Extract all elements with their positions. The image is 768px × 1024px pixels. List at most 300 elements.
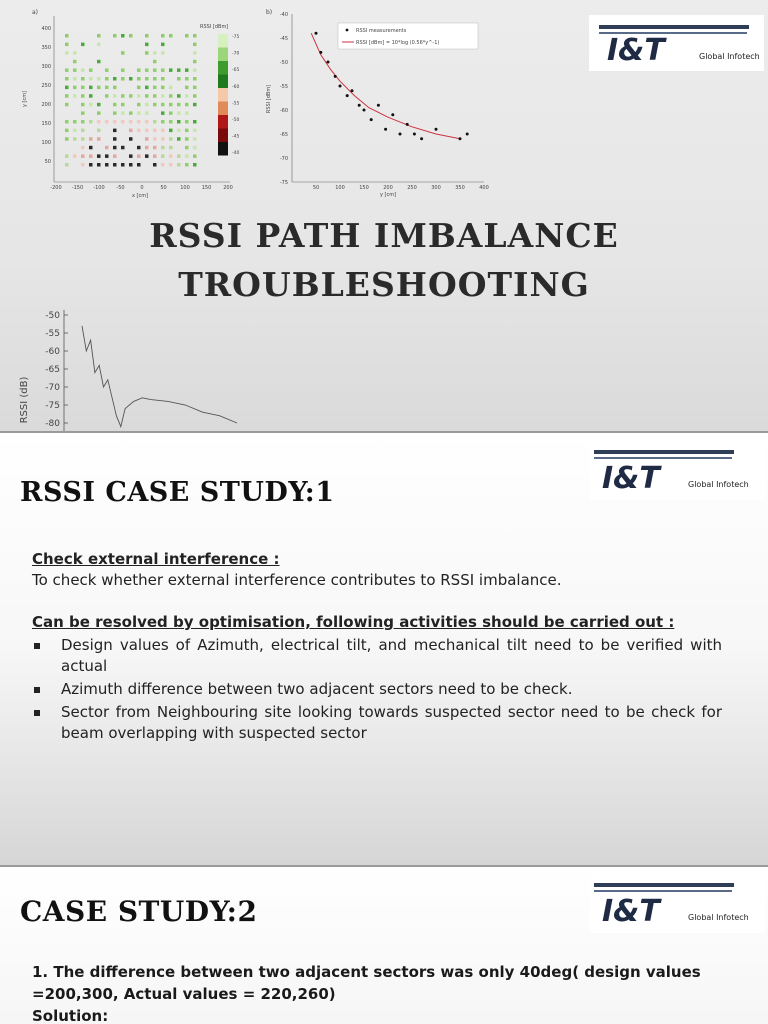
heatmap-cell <box>105 68 109 72</box>
heatmap-cell <box>105 120 109 124</box>
data-point <box>420 137 423 140</box>
solution-label: Solution: <box>32 1007 109 1024</box>
chart-b-legend <box>338 23 478 49</box>
heatmap-cell <box>121 120 125 124</box>
y-tick-label: -55 <box>279 84 288 90</box>
heatmap-cell <box>169 163 173 167</box>
heatmap-cell <box>65 163 69 167</box>
heatmap-cell <box>81 86 85 90</box>
heatmap-cell <box>129 120 133 124</box>
x-tick-label: 50 <box>160 185 167 191</box>
heatmap-cell <box>73 60 77 64</box>
heatmap-cell <box>113 34 117 38</box>
data-point <box>334 75 337 78</box>
heatmap-cell <box>193 163 197 167</box>
x-tick-label: 200 <box>223 185 233 191</box>
y-tick-label: -70 <box>45 383 60 393</box>
heatmap-cell <box>193 154 197 158</box>
data-point <box>384 128 387 131</box>
data-point <box>466 133 469 136</box>
heatmap-cell <box>137 154 141 158</box>
slide-3 <box>0 867 768 1024</box>
heatmap-cell <box>121 94 125 98</box>
heatmap-cell <box>129 163 133 167</box>
heatmap-cell <box>153 77 157 81</box>
heatmap-cell <box>81 137 85 141</box>
y-tick-label: -70 <box>279 156 288 162</box>
y-tick-label: -60 <box>279 108 288 114</box>
heatmap-cell <box>169 103 173 107</box>
heatmap-cell <box>65 154 69 158</box>
slide-3-heading: CASE STUDY:2 <box>20 895 258 928</box>
data-point <box>351 89 354 92</box>
heatmap-cell <box>89 68 93 72</box>
heatmap-cell <box>185 103 189 107</box>
heatmap-cell <box>193 120 197 124</box>
data-point <box>327 61 330 64</box>
heatmap-cell <box>89 146 93 150</box>
heatmap-cell <box>121 111 125 115</box>
heatmap-cell <box>97 43 101 47</box>
heatmap-cell <box>81 103 85 107</box>
heatmap-cell <box>89 86 93 90</box>
heatmap-cell <box>145 103 149 107</box>
company-logo <box>589 15 764 71</box>
heatmap-cell <box>97 77 101 81</box>
legend-fit: RSSI [dBm] = 10*log (0.56*y^-1) <box>356 40 440 46</box>
x-tick-label: 0 <box>140 185 144 191</box>
heatmap-cell <box>81 77 85 81</box>
data-point <box>459 137 462 140</box>
heatmap-cell <box>129 129 133 133</box>
x-tick-label: -200 <box>50 185 62 191</box>
list-item-text: Design values of Azimuth, electrical tilt, and mechanical tilt need to be verified with actual <box>61 636 722 675</box>
heatmap-cell <box>121 146 125 150</box>
heatmap-cell <box>161 68 165 72</box>
heatmap-cell <box>193 68 197 72</box>
x-tick-label: -150 <box>71 185 84 191</box>
heatmap-cell <box>121 68 125 72</box>
y-tick-label: -55 <box>45 329 60 339</box>
heatmap-cell <box>73 94 77 98</box>
heatmap-cell <box>137 86 141 90</box>
heatmap-cell <box>65 77 69 81</box>
heatmap-cell <box>113 129 117 133</box>
heatmap-cell <box>185 86 189 90</box>
x-tick-label: 100 <box>335 185 345 191</box>
heatmap-cell <box>137 111 141 115</box>
data-point <box>399 133 402 136</box>
scale-label: -70 <box>232 51 240 57</box>
list-item <box>32 635 722 677</box>
scale-swatch <box>218 75 228 89</box>
heatmap-cell <box>161 146 165 150</box>
heatmap-cell <box>161 86 165 90</box>
heatmap-cell <box>185 94 189 98</box>
scale-swatch <box>218 115 228 129</box>
heatmap-cell <box>97 111 101 115</box>
heatmap-cell <box>153 154 157 158</box>
heatmap-cell <box>129 154 133 158</box>
list-item <box>32 679 722 700</box>
slide-3-body <box>32 961 732 1024</box>
chart-b-xlabel: y [cm] <box>379 192 397 198</box>
heatmap-cell <box>177 154 181 158</box>
heatmap-cell <box>113 86 117 90</box>
heatmap-cell <box>153 94 157 98</box>
data-point <box>370 118 373 121</box>
heatmap-cell <box>113 137 117 141</box>
heatmap-cell <box>161 111 165 115</box>
heatmap-cell <box>81 43 85 47</box>
case-point-1: 1. The difference between two adjacent sectors was only 40deg( design values =200,300, Actual values = 220,260) <box>32 963 701 1003</box>
heatmap-cell <box>153 86 157 90</box>
x-tick-label: 350 <box>455 185 465 191</box>
y-tick-label: 200 <box>41 102 51 108</box>
x-tick-label: 50 <box>312 185 320 191</box>
heatmap-cell <box>145 120 149 124</box>
scale-swatch <box>218 61 228 75</box>
heatmap-cell <box>81 111 85 115</box>
heatmap-cell <box>169 68 173 72</box>
y-tick-label: 350 <box>41 45 51 51</box>
scale-swatch <box>218 129 228 143</box>
scale-label: -55 <box>232 101 240 107</box>
data-point <box>315 32 318 35</box>
scale-label: -65 <box>232 68 240 74</box>
heatmap-cell <box>81 154 85 158</box>
logo-subtitle: Global Infotech <box>699 52 760 61</box>
data-point <box>339 85 342 88</box>
scale-label: -50 <box>232 118 240 123</box>
heatmap-cell <box>185 146 189 150</box>
y-tick-label: -75 <box>45 401 60 411</box>
heatmap-cell <box>65 68 69 72</box>
heatmap-cell <box>177 120 181 124</box>
rssi-trace <box>82 326 237 427</box>
heatmap-cell <box>161 120 165 124</box>
heatmap-cell <box>161 103 165 107</box>
list-item-text: Sector from Neighbouring site looking towards suspected sector need to be check for beam overlapping with suspected sector <box>61 703 722 742</box>
heatmap-cell <box>89 163 93 167</box>
logo-subtitle: Global Infotech <box>688 480 749 489</box>
y-tick-label: -60 <box>45 347 60 357</box>
heatmap-cell <box>177 111 181 115</box>
heatmap-cell <box>161 154 165 158</box>
heatmap-cell <box>145 129 149 133</box>
heatmap-cell <box>113 163 117 167</box>
heatmap-cell <box>145 68 149 72</box>
data-point <box>358 104 361 107</box>
data-point <box>391 113 394 116</box>
heatmap-cell <box>65 129 69 133</box>
rssi-heatmap-chart <box>20 4 245 199</box>
heatmap-cell <box>105 163 109 167</box>
heatmap-cell <box>193 60 197 64</box>
heatmap-cell <box>145 86 149 90</box>
heatmap-cell <box>97 120 101 124</box>
y-tick-label: -65 <box>279 132 288 138</box>
heatmap-cell <box>105 94 109 98</box>
heatmap-cell <box>65 94 69 98</box>
y-tick-label: 400 <box>41 26 51 32</box>
heatmap-cell <box>193 146 197 150</box>
heatmap-cell <box>185 137 189 141</box>
heatmap-cell <box>137 146 141 150</box>
heatmap-cell <box>153 137 157 141</box>
x-tick-label: 400 <box>479 185 489 191</box>
scale-swatch <box>218 102 228 116</box>
heatmap-cell <box>97 103 101 107</box>
heatmap-cell <box>169 94 173 98</box>
heatmap-cell <box>97 154 101 158</box>
heatmap-cell <box>169 137 173 141</box>
heatmap-cells <box>65 34 197 167</box>
heatmap-cell <box>105 146 109 150</box>
y-tick-label: 150 <box>41 121 51 127</box>
heatmap-cell <box>65 51 69 55</box>
data-point <box>363 109 366 112</box>
heatmap-cell <box>113 120 117 124</box>
chart-a-panel-label: a) <box>32 9 39 16</box>
x-tick-label: 150 <box>359 185 369 191</box>
heatmap-cell <box>177 94 181 98</box>
heatmap-cell <box>185 120 189 124</box>
heatmap-cell <box>193 94 197 98</box>
heatmap-cell <box>73 68 77 72</box>
company-logo <box>590 440 765 500</box>
heatmap-cell <box>129 111 133 115</box>
heatmap-color-scale <box>218 34 228 156</box>
heatmap-cell <box>137 129 141 133</box>
heatmap-cell <box>113 77 117 81</box>
heatmap-cell <box>89 154 93 158</box>
check-heading: Check external interference : <box>32 550 280 568</box>
heatmap-cell <box>145 94 149 98</box>
heatmap-cell <box>145 146 149 150</box>
heatmap-cell <box>153 68 157 72</box>
heatmap-cell <box>81 94 85 98</box>
heatmap-cell <box>97 34 101 38</box>
heatmap-cell <box>185 129 189 133</box>
list-item-text: Azimuth difference between two adjacent sectors need to be check. <box>61 680 573 698</box>
y-tick-label: -75 <box>279 180 288 186</box>
heatmap-cell <box>65 43 69 47</box>
heatmap-cell <box>129 77 133 81</box>
heatmap-cell <box>169 120 173 124</box>
heatmap-cell <box>81 146 85 150</box>
heatmap-cell <box>145 43 149 47</box>
y-tick-label: -50 <box>45 311 60 321</box>
x-tick-label: 200 <box>383 185 393 191</box>
scale-label: -40 <box>232 151 240 157</box>
heatmap-cell <box>177 129 181 133</box>
heatmap-cell <box>65 86 69 90</box>
heatmap-cell <box>161 94 165 98</box>
heatmap-cell <box>177 77 181 81</box>
heatmap-cell <box>193 43 197 47</box>
y-tick-label: 250 <box>41 83 51 89</box>
heatmap-cell <box>105 86 109 90</box>
heatmap-cell <box>113 94 117 98</box>
heatmap-cell <box>177 137 181 141</box>
rssi-line-chart <box>10 305 260 431</box>
heatmap-cell <box>161 77 165 81</box>
heatmap-cell <box>153 129 157 133</box>
heatmap-cell <box>185 163 189 167</box>
heatmap-cell <box>73 137 77 141</box>
heatmap-cell <box>193 34 197 38</box>
slide-1-title-line-2: TROUBLESHOOTING <box>178 265 590 304</box>
slide-1-title-line-1: RSSI PATH IMBALANCE <box>149 216 619 255</box>
heatmap-cell <box>97 163 101 167</box>
heatmap-cell <box>169 34 173 38</box>
y-tick-label: -65 <box>45 365 60 375</box>
heatmap-cell <box>97 137 101 141</box>
heatmap-cell <box>65 34 69 38</box>
heatmap-cell <box>73 154 77 158</box>
heatmap-cell <box>153 103 157 107</box>
heatmap-cell <box>113 103 117 107</box>
slide-1 <box>0 0 768 431</box>
scale-label: -45 <box>232 134 240 140</box>
heatmap-cell <box>177 103 181 107</box>
heatmap-cell <box>193 129 197 133</box>
check-text: To check whether external interference contributes to RSSI imbalance. <box>32 571 562 589</box>
y-tick-label: -40 <box>279 12 288 18</box>
heatmap-cell <box>161 34 165 38</box>
chart-c-ylabel: RSSI (dB) <box>19 376 30 424</box>
heatmap-cell <box>193 51 197 55</box>
heatmap-cell <box>129 137 133 141</box>
heatmap-cell <box>193 86 197 90</box>
heatmap-cell <box>121 51 125 55</box>
heatmap-cell <box>65 103 69 107</box>
heatmap-cell <box>97 60 101 64</box>
heatmap-cell <box>177 68 181 72</box>
heatmap-cell <box>105 77 109 81</box>
heatmap-cell <box>73 77 77 81</box>
slide-2-heading: RSSI CASE STUDY:1 <box>20 477 335 508</box>
y-tick-label: -80 <box>45 419 60 429</box>
heatmap-cell <box>153 120 157 124</box>
y-tick-label: 100 <box>41 140 51 146</box>
logo-mark: I&T <box>607 33 665 68</box>
heatmap-cell <box>121 34 125 38</box>
data-point <box>319 51 322 54</box>
heatmap-cell <box>153 163 157 167</box>
heatmap-cell <box>137 77 141 81</box>
heatmap-cell <box>185 34 189 38</box>
chart-a-ylabel: y [cm] <box>22 90 28 108</box>
heatmap-cell <box>169 111 173 115</box>
heatmap-cell <box>121 77 125 81</box>
heatmap-cell <box>89 120 93 124</box>
heatmap-cell <box>97 86 101 90</box>
scale-swatch <box>218 88 228 102</box>
heatmap-cell <box>145 34 149 38</box>
company-logo <box>590 873 765 933</box>
y-tick-label: 50 <box>44 159 51 165</box>
heatmap-cell <box>89 103 93 107</box>
heatmap-cell <box>129 34 133 38</box>
y-tick-label: 300 <box>41 64 51 70</box>
activity-list <box>32 635 722 744</box>
chart-a-xlabel: x [cm] <box>131 193 149 199</box>
heatmap-cell <box>161 129 165 133</box>
heatmap-cell <box>169 86 173 90</box>
x-tick-label: 150 <box>201 185 212 191</box>
y-tick-label: -50 <box>279 60 288 66</box>
heatmap-cell <box>65 120 69 124</box>
heatmap-cell <box>81 120 85 124</box>
logo-mark: I&T <box>602 461 660 496</box>
heatmap-cell <box>73 86 77 90</box>
heatmap-cell <box>161 51 165 55</box>
heatmap-cell <box>137 163 141 167</box>
heatmap-cell <box>97 129 101 133</box>
heatmap-cell <box>137 94 141 98</box>
data-point <box>406 123 409 126</box>
heatmap-cell <box>73 120 77 124</box>
x-tick-label: -50 <box>116 185 125 191</box>
heatmap-cell <box>81 129 85 133</box>
heatmap-cell <box>193 103 197 107</box>
chart-a-legend-title: RSSI [dBm] <box>200 24 229 30</box>
logo-mark: I&T <box>602 894 660 929</box>
heatmap-cell <box>177 163 181 167</box>
slide-2-body <box>32 549 722 744</box>
rssi-scatter-chart <box>262 4 492 199</box>
list-item <box>32 702 722 744</box>
data-point <box>413 133 416 136</box>
heatmap-cell <box>137 120 141 124</box>
chart-b-ylabel: RSSI [dBm] <box>266 84 272 114</box>
logo-subtitle: Global Infotech <box>688 913 749 922</box>
heatmap-cell <box>185 154 189 158</box>
heatmap-cell <box>161 137 165 141</box>
x-tick-label: 250 <box>407 185 417 191</box>
heatmap-cell <box>185 68 189 72</box>
data-point <box>435 128 438 131</box>
heatmap-cell <box>145 111 149 115</box>
heatmap-cell <box>89 77 93 81</box>
heatmap-cell <box>81 68 85 72</box>
heatmap-cell <box>73 129 77 133</box>
scale-label: -75 <box>232 35 240 40</box>
heatmap-cell <box>65 137 69 141</box>
heatmap-cell <box>113 146 117 150</box>
heatmap-cell <box>153 51 157 55</box>
y-tick-label: -45 <box>279 36 288 42</box>
legend-measurements: RSSI measurements <box>356 28 407 34</box>
slide-2 <box>0 433 768 865</box>
heatmap-cell <box>145 77 149 81</box>
heatmap-cell <box>169 129 173 133</box>
heatmap-cell <box>145 51 149 55</box>
heatmap-cell <box>73 51 77 55</box>
resolve-heading: Can be resolved by optimisation, following activities should be carried out : <box>32 613 675 631</box>
x-tick-label: 300 <box>431 185 441 191</box>
heatmap-cell <box>169 146 173 150</box>
x-tick-label: -100 <box>93 185 105 191</box>
data-point <box>346 94 349 97</box>
heatmap-cell <box>113 154 117 158</box>
heatmap-cell <box>185 111 189 115</box>
data-point <box>377 104 380 107</box>
chart-b-panel-label: b) <box>266 9 273 16</box>
x-tick-label: 100 <box>180 185 190 191</box>
